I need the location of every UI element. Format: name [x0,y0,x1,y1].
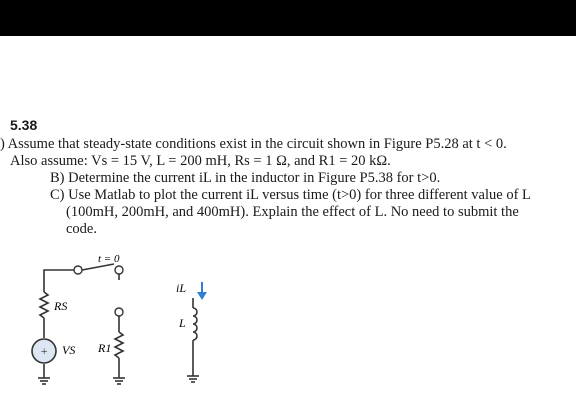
l-label: L [179,316,186,330]
top-black-bar [0,0,576,36]
left-top-wire [44,270,74,284]
problem-line-3: B) Determine the current iL in the inductor in Figure P5.38 for t>0. [50,170,441,186]
problem-number: 5.38 [10,117,38,133]
r1-resistor [115,332,123,358]
switch-terminal-right [115,266,123,274]
problem-line-5: (100mH, 200mH, and 400mH). Explain the effect of L. No need to submit the [66,204,519,220]
problem-line-6: code. [66,221,97,237]
r1-label: R1 [98,341,112,355]
il-label: iL [176,281,187,295]
vs-label: VS [62,343,76,357]
plus-sign: + [40,344,49,358]
terminal-open [115,308,123,316]
circuit-diagram [0,248,576,420]
circuit-wires [38,264,199,384]
problem-line-2: Also assume: Vs = 15 V, L = 200 mH, Rs = 1 Ω, and R1 = 20 kΩ. [10,153,391,169]
rs-label: RS [54,299,68,313]
inductor-coil [193,308,197,340]
current-arrow-icon [197,282,207,300]
problem-line-4: C) Use Matlab to plot the current iL versus time (t>0) for three different value of L [50,187,531,203]
problem-line-1: ) Assume that steady-state conditions exist in the circuit shown in Figure P5.28 at t < 0. [0,136,507,152]
rs-resistor [40,292,48,318]
switch-label: t = 0 [98,253,120,265]
switch-terminal-left [74,266,82,274]
